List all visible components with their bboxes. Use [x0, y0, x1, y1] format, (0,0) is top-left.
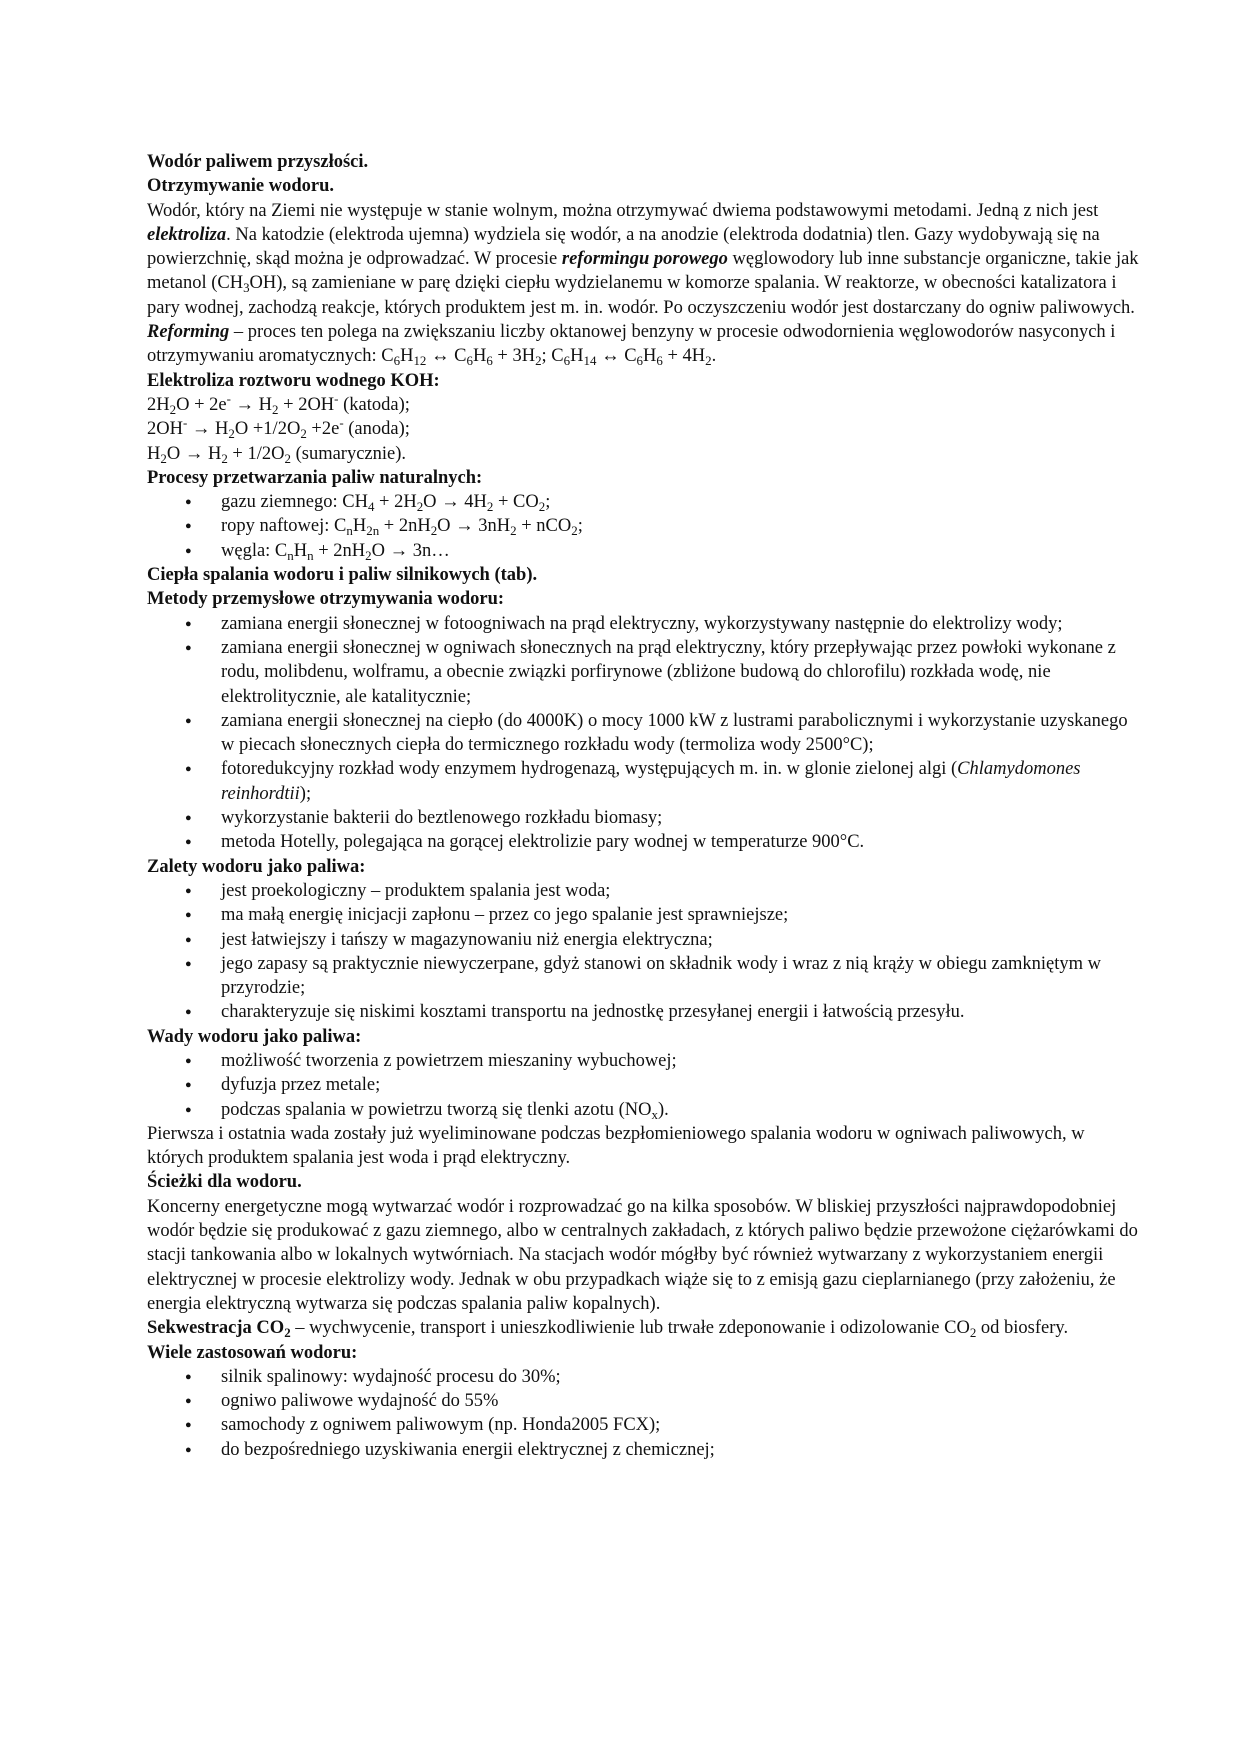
term-sekwestracja: Sekwestracja $CO_2$	[147, 1318, 291, 1341]
list-item: ● podczas spalania w powietrzu tworzą się tlenki azotu $(NO_x)$.	[221, 1098, 1140, 1122]
list-metody	[147, 612, 1140, 855]
term-reforming-porowy: reformingu porowego	[561, 249, 728, 270]
section-heading-elektroliza-koh: Elektroliza roztworu wodnego KOH:	[147, 370, 440, 391]
paragraph-wady: Pierwsza i ostatnia wada zostały już wyeliminowane podczas bezpłomieniowego spalania wodoru w ogniwach paliwowych, w których produktem spalania jest woda i prąd elektryczny.	[147, 1123, 1085, 1169]
list-item: ● wykorzystanie bakterii do beztlenowego rozkładu biomasy;	[221, 806, 1140, 830]
list-item: ● zamiana energii słonecznej na ciepło (do 4000K) o mocy 1000 kW z lustrami parabolicznymi i wykorzystanie uzyskanego w piecach słonecznych ciepła do termicznego rozkładu wody (termoliza wody 2500°C);	[221, 709, 1140, 758]
equation-sumarycznie: $H_2O \to H_2 + 1/2O_2$ (sumarycznie).	[147, 443, 407, 466]
list-item: ● charakteryzuje się niskimi kosztami transportu na jednostkę przesyłanej energii i łatwością przesyłu.	[221, 1000, 1140, 1024]
list-item: ● do bezpośredniego uzyskiwania energii elektrycznej z chemicznej;	[221, 1438, 1140, 1462]
list-item: ● zamiana energii słonecznej w fotoogniwach na prąd elektryczny, wykorzystywany następnie do elektrolizy wody;	[221, 612, 1140, 636]
list-item: ● jest proekologiczny – produktem spalania jest woda;	[221, 879, 1140, 903]
list-item: ● samochody z ogniwem paliwowym (np. Honda2005 FCX);	[221, 1413, 1140, 1437]
section-heading-procesy: Procesy przetwarzania paliw naturalnych:	[147, 467, 483, 488]
list-item: ● zamiana energii słonecznej w ogniwach słonecznych na prąd elektryczny, który przepływając przez powłoki wykonane z rodu, molibdenu, wolframu, a obecnie związki porfirynowe (zbliżone budową do chlorofilu) rozkłada wodę, nie elektrolitycznie, ale katalitycznie;	[221, 636, 1140, 709]
list-item: ● węgla: $C_nH_n + 2nH_2O$ → 3n…	[221, 539, 1140, 563]
list-item: ● fotoredukcyjny rozkład wody enzymem hydrogenazą, występujących m. in. w glonie zielonej algi (Chlamydomones reinhordtii);	[221, 757, 1140, 806]
section-heading-metody: Metody przemysłowe otrzymywania wodoru:	[147, 589, 505, 610]
section-heading-otrzymywanie: Otrzymywanie wodoru.	[147, 176, 335, 197]
section-heading-zastosowania: Wiele zastosowań wodoru:	[147, 1342, 358, 1363]
paragraph-sciezki: Koncerny energetyczne mogą wytwarzać wodór i rozprowadzać go na kilka sposobów. W bliskiej przyszłości najprawdopodobniej wodór będzie się produkować z gazu ziemnego, albo w centralnych zakładach, z których paliwo będzie przewożone ciężarówkami do stacji tankowania albo w lokalnych wytwórniach. Na stacjach wodór mógłby być również wytwarzany z wykorzystaniem energii elektrycznej w procesie elektrolizy wody. Jednak w obu przypadkach wiąże się to z emisją gazu cieplarnianego (przy założeniu, że energia elektryczną wytwarza się podczas spalania paliw kopalnych).	[147, 1196, 1138, 1314]
list-item: ● jest łatwiejszy i tańszy w magazynowaniu niż energia elektryczna;	[221, 928, 1140, 952]
list-item: ● silnik spalinowy: wydajność procesu do 30%;	[221, 1365, 1140, 1389]
paragraph-otrzymywanie: Wodór, który na Ziemi nie występuje w stanie wolnym, można otrzymywać dwiema podstawowymi metodami. Jedną z nich jest elektroliza. Na katodzie (elektroda ujemna) wydziela się wodór, a na anodzie (elektroda dodatnia) tlen. Gazy wydobywają się na powierzchnię, skąd można je odprowadzać. W procesie reformingu porowego węglowodory lub inne substancje organiczne, takie jak metanol $(CH_3OH)$, są zamieniane w parę dzięki ciepłu wydzielanemu w komorze spalania. W reaktorze, w obecności katalizatora i pary wodnej, zachodzą reakcje, których produktem jest m. in. wodór. Po oczyszczeniu wodór jest dostarczany do ogniw paliwowych.	[147, 200, 1139, 318]
list-zastosowania	[147, 1365, 1140, 1462]
section-heading-zalety: Zalety wodoru jako paliwa:	[147, 856, 366, 877]
document-title: Wodór paliwem przyszłości.	[147, 152, 369, 172]
list-item: ● ma małą energię inicjacji zapłonu – przez co jego spalanie jest sprawniejsze;	[221, 903, 1140, 927]
list-item: ● dyfuzja przez metale;	[221, 1073, 1140, 1097]
paragraph-reforming: Reforming – proces ten polega na zwiększaniu liczby oktanowej benzyny w procesie odwodornienia węglowodorów nasyconych i otrzymywaniu aromatycznych: $C_6H_{12}$ ↔ $C_6H_6 + 3H_2$; $C_6H_{14}$ ↔ $C_6H_6 + 4H_2$.	[147, 322, 1116, 369]
list-wady	[147, 1049, 1140, 1122]
equation-anoda: $2OH^- \to H_2O +1/2O_2 +2e^-$ (anoda);	[147, 415, 410, 442]
list-zalety	[147, 879, 1140, 1025]
list-procesy	[147, 490, 1140, 563]
section-heading-ciepla-spalania: Ciepła spalania wodoru i paliw silnikowych (tab).	[147, 565, 538, 586]
section-heading-sciezki: Ścieżki dla wodoru.	[147, 1172, 302, 1193]
list-item: ● możliwość tworzenia z powietrzem mieszaniny wybuchowej;	[221, 1049, 1140, 1073]
list-item: ● jego zapasy są praktycznie niewyczerpane, gdyż stanowi on składnik wody i wraz z nią krąży w obiegu zamkniętym w przyrodzie;	[221, 952, 1140, 1001]
equation-katoda: $2H_2O + 2e^- \to H_2 + 2OH^-$ (katoda);	[147, 390, 410, 417]
list-item: ● gazu ziemnego: $CH_4 + 2H_2O \to 4H_2 + CO_2$;	[221, 490, 1140, 514]
list-item: ● ogniwo paliwowe wydajność do 55%	[221, 1389, 1140, 1413]
section-heading-wady: Wady wodoru jako paliwa:	[147, 1026, 362, 1047]
term-elektroliza: elektroliza	[147, 224, 227, 245]
list-item: ● metoda Hotelly, polegająca na gorącej elektrolizie pary wodnej w temperaturze 900°C.	[221, 830, 1140, 854]
paragraph-sekwestracja: Sekwestracja $CO_2$ – wychwycenie, transport i unieszkodliwienie lub trwałe zdeponowanie i odizolowanie $CO_2$ od biosfery.	[147, 1318, 1069, 1341]
species-name: Chlamydomones reinhordtii	[221, 759, 1081, 804]
list-item: ● ropy naftowej: $C_nH_{2n} + 2nH_2O \to 3nH_2 + nCO_2$;	[221, 514, 1140, 538]
term-reforming: Reforming	[147, 322, 230, 343]
